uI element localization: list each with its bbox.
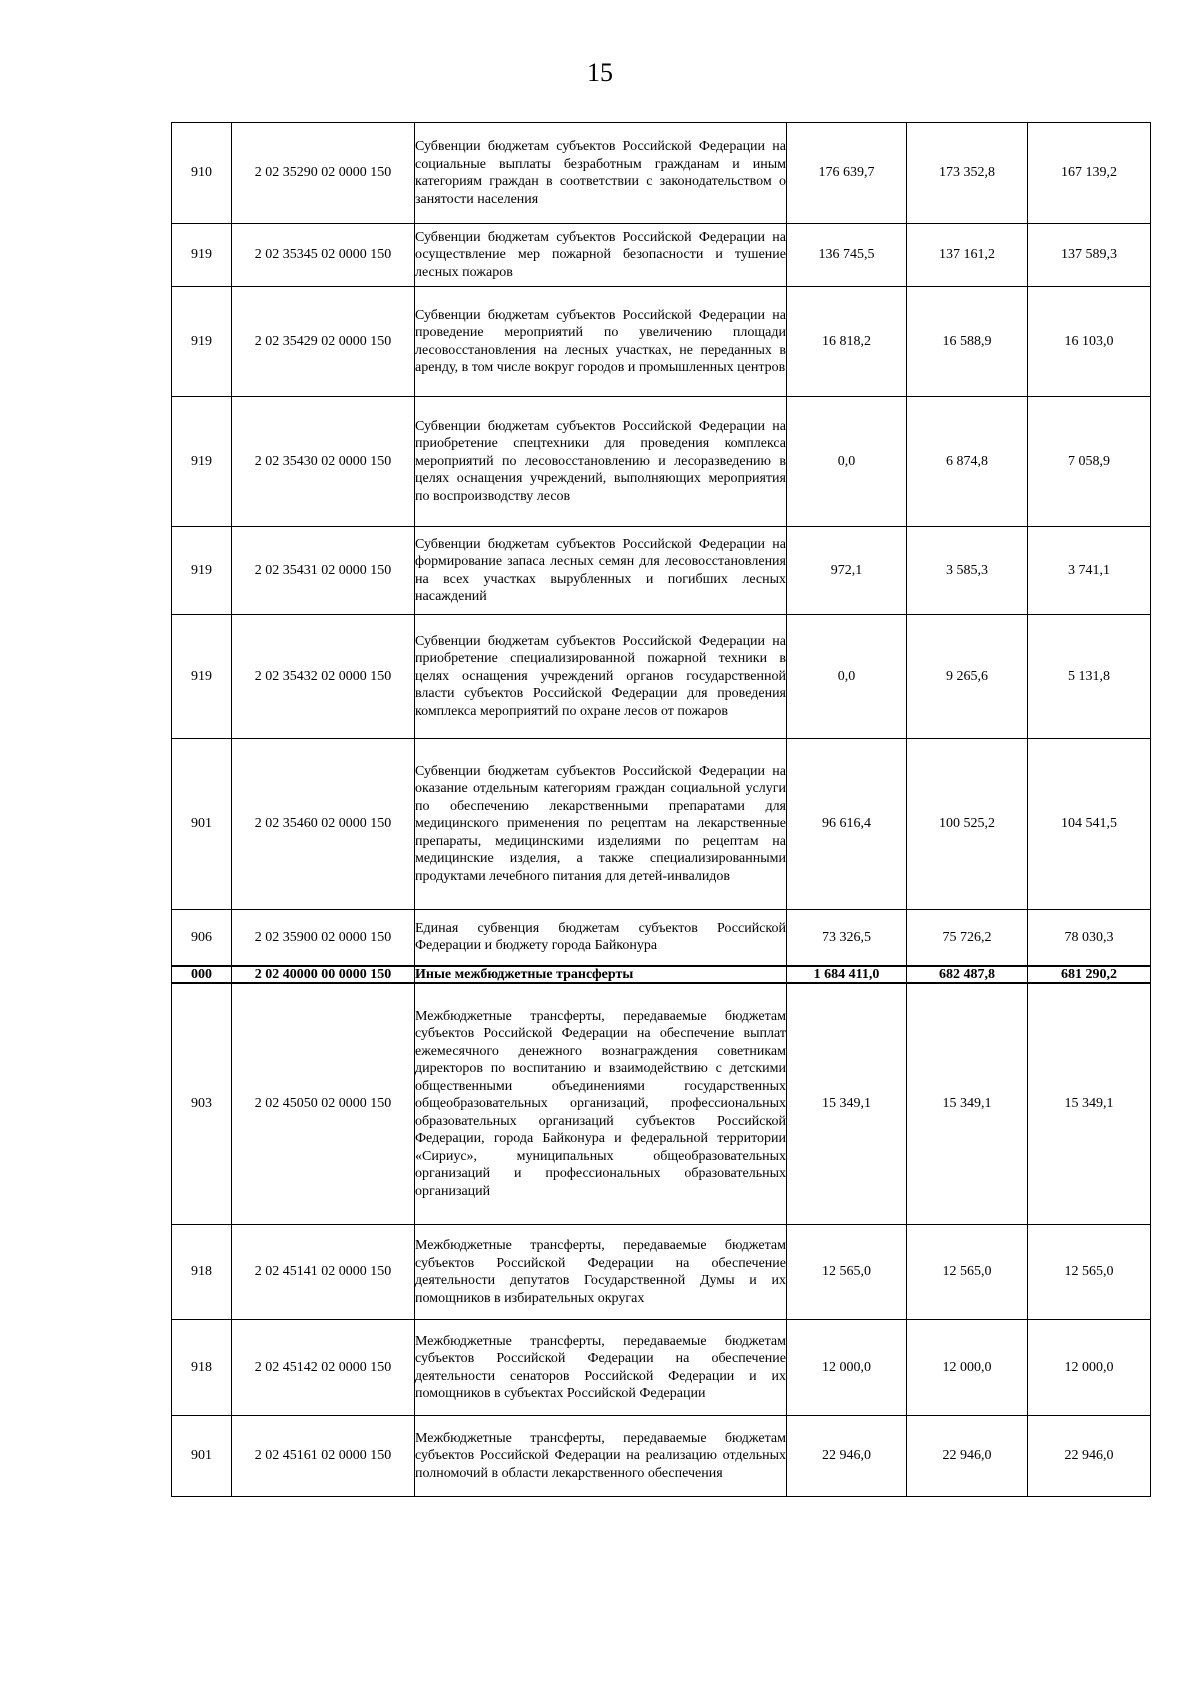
amount-year-2-cell: 15 349,1	[907, 983, 1028, 1225]
table-row	[172, 1225, 1151, 1320]
amount-year-1-cell: 22 946,0	[787, 1416, 907, 1497]
admin-code-cell: 918	[172, 1320, 232, 1416]
classification-code-cell: 2 02 45161 02 0000 150	[232, 1416, 415, 1497]
amount-year-2-cell: 75 726,2	[907, 910, 1028, 966]
amount-year-3-cell: 3 741,1	[1028, 527, 1151, 615]
revenue-name-cell: Межбюджетные трансферты, передаваемые бюджетам субъектов Российской Федерации на реализацию отдельных полномочий в области лекарственного обеспечения	[415, 1416, 787, 1497]
amount-year-2-cell: 9 265,6	[907, 615, 1028, 739]
amount-year-2-cell: 137 161,2	[907, 224, 1028, 287]
amount-year-1-cell: 12 565,0	[787, 1225, 907, 1320]
table-total-row	[172, 966, 1151, 983]
amount-year-1-cell: 12 000,0	[787, 1320, 907, 1416]
revenue-name-cell: Субвенции бюджетам субъектов Российской Федерации на приобретение спецтехники для проведения комплекса мероприятий по лесовосстановлению и лесоразведению в целях оснащения учреждений, выполняющих мероприятия по воспроизводству лесов	[415, 397, 787, 527]
amount-year-2-cell: 16 588,9	[907, 287, 1028, 397]
amount-year-1-cell: 0,0	[787, 397, 907, 527]
admin-code-cell: 906	[172, 910, 232, 966]
amount-year-3-cell: 167 139,2	[1028, 123, 1151, 224]
revenue-name-cell: Единая субвенция бюджетам субъектов Российской Федерации и бюджету города Байконура	[415, 910, 787, 966]
amount-year-2-cell: 12 565,0	[907, 1225, 1028, 1320]
amount-year-3-cell: 12 000,0	[1028, 1320, 1151, 1416]
admin-code-cell: 910	[172, 123, 232, 224]
amount-year-2-cell: 173 352,8	[907, 123, 1028, 224]
revenue-name-cell: Межбюджетные трансферты, передаваемые бюджетам субъектов Российской Федерации на обеспечение выплат ежемесячного денежного вознаграждения советникам директоров по воспитанию и взаимодействию с детскими общественными объединениями государственных общеобразовательных организаций, профессиональных образовательных организаций субъектов Российской Федерации, города Байконура и федеральной территории «Сириус», муниципальных общеобразовательных организаций и профессиональных образовательных организаций	[415, 983, 787, 1225]
amount-year-3-cell: 7 058,9	[1028, 397, 1151, 527]
amount-year-3-cell: 16 103,0	[1028, 287, 1151, 397]
table-row	[172, 224, 1151, 287]
table-row	[172, 287, 1151, 397]
classification-code-cell: 2 02 40000 00 0000 150	[232, 966, 415, 983]
amount-year-3-cell: 137 589,3	[1028, 224, 1151, 287]
budget-table	[171, 122, 1151, 1497]
table-row	[172, 1320, 1151, 1416]
amount-year-2-cell: 3 585,3	[907, 527, 1028, 615]
amount-year-1-cell: 0,0	[787, 615, 907, 739]
revenue-name-cell: Субвенции бюджетам субъектов Российской Федерации на проведение мероприятий по увеличению площади лесовосстановления на лесных участках, не переданных в аренду, в том числе вокруг городов и промышленных центров	[415, 287, 787, 397]
table-row	[172, 397, 1151, 527]
revenue-name-cell: Межбюджетные трансферты, передаваемые бюджетам субъектов Российской Федерации на обеспечение деятельности сенаторов Российской Федерации и их помощников в субъектах Российской Федерации	[415, 1320, 787, 1416]
amount-year-3-cell: 22 946,0	[1028, 1416, 1151, 1497]
admin-code-cell: 903	[172, 983, 232, 1225]
admin-code-cell: 919	[172, 224, 232, 287]
amount-year-3-cell: 681 290,2	[1028, 966, 1151, 983]
table-row	[172, 910, 1151, 966]
amount-year-1-cell: 73 326,5	[787, 910, 907, 966]
amount-year-3-cell: 78 030,3	[1028, 910, 1151, 966]
admin-code-cell: 919	[172, 397, 232, 527]
amount-year-2-cell: 6 874,8	[907, 397, 1028, 527]
amount-year-3-cell: 12 565,0	[1028, 1225, 1151, 1320]
classification-code-cell: 2 02 35900 02 0000 150	[232, 910, 415, 966]
amount-year-2-cell: 682 487,8	[907, 966, 1028, 983]
table-row	[172, 983, 1151, 1225]
revenue-name-cell: Субвенции бюджетам субъектов Российской Федерации на формирование запаса лесных семян для лесовосстановления на всех участках вырубленных и погибших лесных насаждений	[415, 527, 787, 615]
classification-code-cell: 2 02 35345 02 0000 150	[232, 224, 415, 287]
table-row	[172, 1416, 1151, 1497]
classification-code-cell: 2 02 45050 02 0000 150	[232, 983, 415, 1225]
admin-code-cell: 919	[172, 615, 232, 739]
revenue-name-cell: Субвенции бюджетам субъектов Российской Федерации на приобретение специализированной пожарной техники в целях оснащения учреждений органов государственной власти субъектов Российской Федерации для проведения комплекса мероприятий по охране лесов от пожаров	[415, 615, 787, 739]
amount-year-3-cell: 104 541,5	[1028, 739, 1151, 910]
table-row	[172, 615, 1151, 739]
classification-code-cell: 2 02 35290 02 0000 150	[232, 123, 415, 224]
classification-code-cell: 2 02 35430 02 0000 150	[232, 397, 415, 527]
page-number: 15	[587, 58, 613, 87]
revenue-name-cell: Межбюджетные трансферты, передаваемые бюджетам субъектов Российской Федерации на обеспечение деятельности депутатов Государственной Думы и их помощников в избирательных округах	[415, 1225, 787, 1320]
table-row	[172, 739, 1151, 910]
amount-year-1-cell: 15 349,1	[787, 983, 907, 1225]
admin-code-cell: 918	[172, 1225, 232, 1320]
amount-year-3-cell: 5 131,8	[1028, 615, 1151, 739]
admin-code-cell: 000	[172, 966, 232, 983]
amount-year-3-cell: 15 349,1	[1028, 983, 1151, 1225]
classification-code-cell: 2 02 35431 02 0000 150	[232, 527, 415, 615]
classification-code-cell: 2 02 45141 02 0000 150	[232, 1225, 415, 1320]
revenue-name-cell: Субвенции бюджетам субъектов Российской Федерации на осуществление мер пожарной безопасности и тушение лесных пожаров	[415, 224, 787, 287]
amount-year-1-cell: 176 639,7	[787, 123, 907, 224]
revenue-name-cell: Субвенции бюджетам субъектов Российской Федерации на оказание отдельным категориям граждан социальной услуги по обеспечению лекарственными препаратами для медицинского применения по рецептам на лекарственные препараты, медицинскими изделиями по рецептам на медицинские изделия, а также специализированными продуктами лечебного питания для детей-инвалидов	[415, 739, 787, 910]
amount-year-2-cell: 12 000,0	[907, 1320, 1028, 1416]
classification-code-cell: 2 02 35460 02 0000 150	[232, 739, 415, 910]
admin-code-cell: 919	[172, 527, 232, 615]
table-row	[172, 527, 1151, 615]
amount-year-1-cell: 1 684 411,0	[787, 966, 907, 983]
admin-code-cell: 919	[172, 287, 232, 397]
admin-code-cell: 901	[172, 739, 232, 910]
table-row	[172, 123, 1151, 224]
revenue-name-cell: Иные межбюджетные трансферты	[415, 966, 787, 983]
classification-code-cell: 2 02 35432 02 0000 150	[232, 615, 415, 739]
amount-year-2-cell: 22 946,0	[907, 1416, 1028, 1497]
classification-code-cell: 2 02 35429 02 0000 150	[232, 287, 415, 397]
amount-year-1-cell: 972,1	[787, 527, 907, 615]
classification-code-cell: 2 02 45142 02 0000 150	[232, 1320, 415, 1416]
amount-year-1-cell: 96 616,4	[787, 739, 907, 910]
amount-year-1-cell: 136 745,5	[787, 224, 907, 287]
amount-year-1-cell: 16 818,2	[787, 287, 907, 397]
revenue-name-cell: Субвенции бюджетам субъектов Российской Федерации на социальные выплаты безработным гражданам и иным категориям граждан в соответствии с законодательством о занятости населения	[415, 123, 787, 224]
amount-year-2-cell: 100 525,2	[907, 739, 1028, 910]
admin-code-cell: 901	[172, 1416, 232, 1497]
budget-table-body	[172, 123, 1151, 1497]
